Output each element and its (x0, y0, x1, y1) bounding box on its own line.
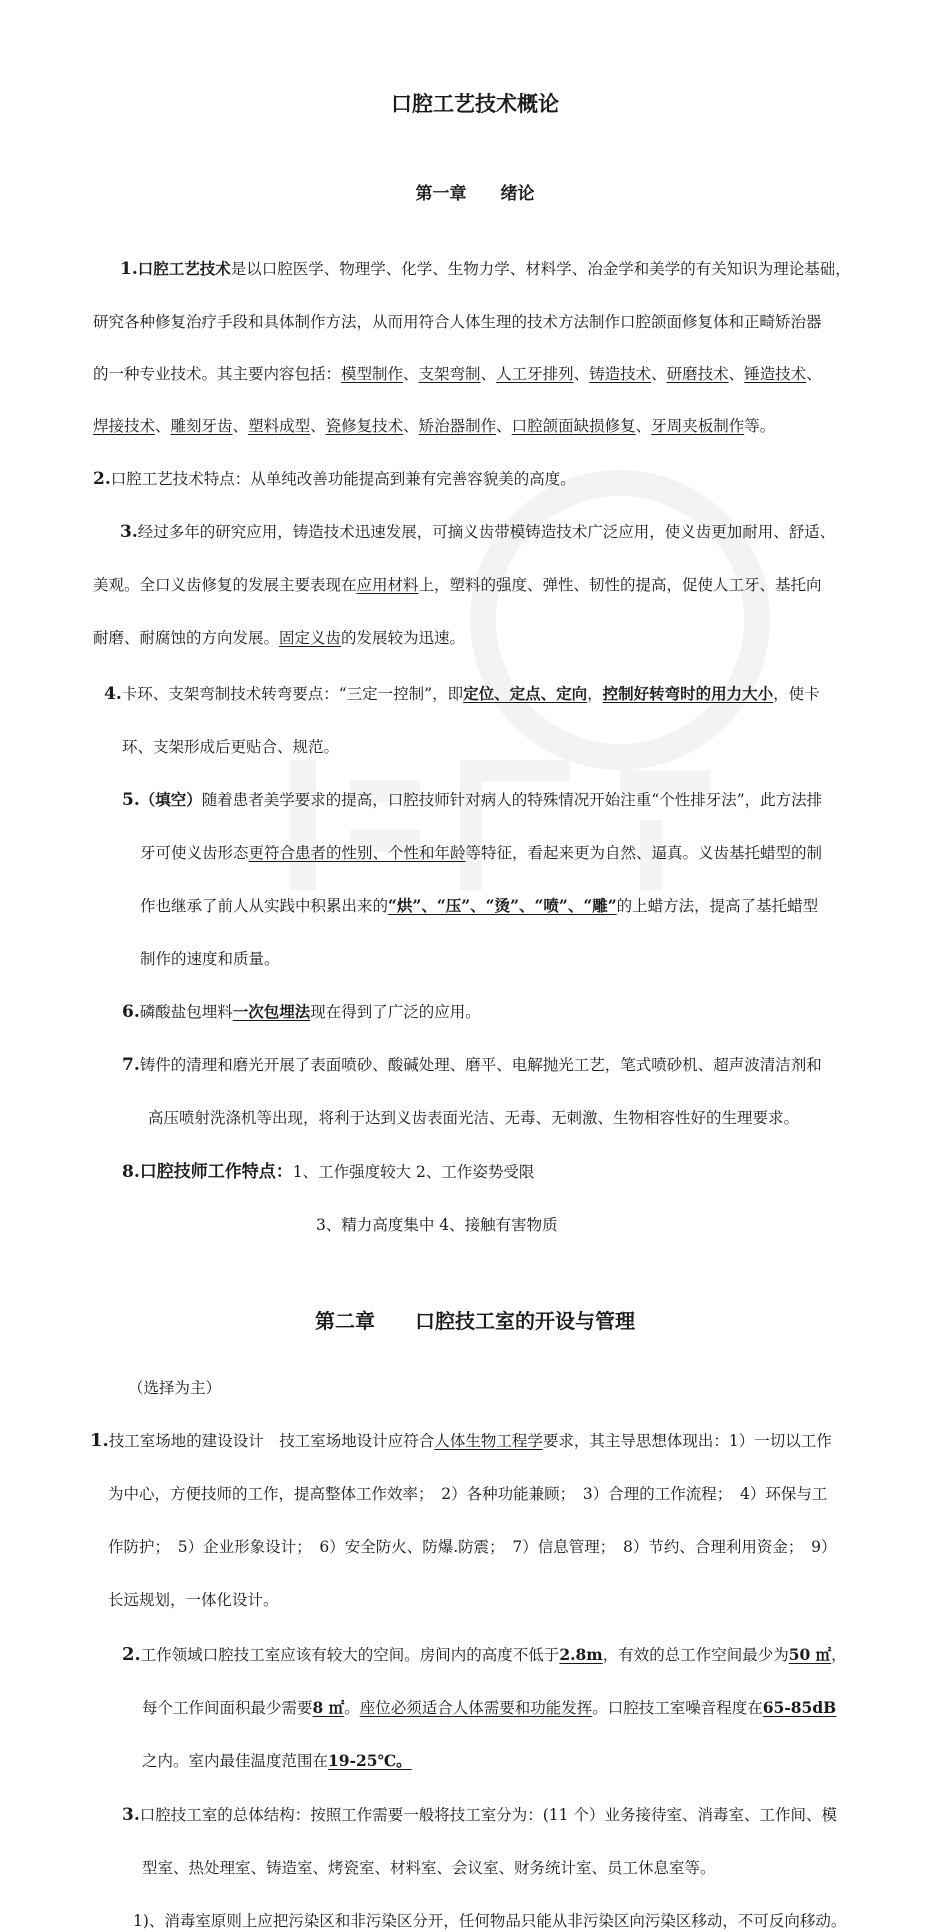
chapter2-title: 第二章 口腔技工室的开设与管理 (315, 1309, 635, 1333)
underlined-value: 50 ㎡ (788, 1645, 832, 1664)
underlined-term: 更符合患者的性别、个性和年龄 (248, 844, 466, 862)
ch2-item2-period: 。 (344, 1699, 360, 1717)
ch2-item3-sub1: 1)、消毒室原则上应把污染区和非污染区分开，任何物品只能从非污染区向污染区移动，不可反向移动。 (133, 1912, 847, 1930)
underlined-value: 19-25℃。 (328, 1751, 412, 1770)
content-term: 口腔颌面缺损修复 (511, 417, 636, 435)
content-term: 铸造技术 (589, 365, 652, 383)
ch2-item2-text: 工作领域口腔技工室应该有较大的空间。房间内的高度不低于 (140, 1646, 560, 1664)
ch2-item2-line2-tail: 。口腔技工室噪音程度在 (592, 1699, 763, 1717)
underlined-term: 座位必须适合人体需要和功能发挥 (359, 1699, 593, 1717)
term-separator: 、 (403, 417, 419, 435)
content-term: 焊接技术 (93, 417, 156, 435)
watermark-circle (470, 470, 770, 770)
document-title: 口腔工艺技术概论 (391, 91, 559, 116)
term-separator: 、 (635, 417, 652, 435)
ch2-item2-line3-text: 之内。室内最佳温度范围在 (142, 1752, 329, 1770)
content-term: 塑料成型 (248, 417, 311, 435)
ch2-item1-number: 1. (90, 1430, 109, 1451)
term-separator: 、 (806, 365, 822, 383)
underlined-value: 2.8m (559, 1645, 603, 1664)
ch1-item1-line3-text: 的一种专业技术。其主要内容包括： (93, 365, 342, 383)
underlined-term: 定位、定点、定向 (463, 684, 588, 703)
ch1-item3-line2-text: 美观。全口义齿修复的发展主要表现在 (93, 576, 357, 594)
ch1-item8-label: 口腔技师工作特点： (139, 1162, 293, 1182)
chapter1-title: 第一章 绪论 (415, 184, 535, 204)
ch1-item8-text: 1、工作强度较大 2、工作姿势受限 (292, 1163, 535, 1181)
content-term: 人工牙排列 (496, 365, 574, 383)
ch1-item5-line4: 制作的速度和质量。 (140, 950, 280, 968)
ch1-item2 (93, 468, 950, 490)
ch2-item2-mid: ，有效的总工作空间最少为 (602, 1646, 789, 1664)
content-term: 模型制作 (341, 365, 404, 383)
ch1-item4-line1 (104, 683, 950, 705)
ch1-item3-text: 经过多年的研究应用，铸造技术迅速发展，可摘义齿带模铸造技术广泛应用，使义齿更加耐用、舒适、 (137, 523, 836, 541)
content-term: 研磨技术 (666, 365, 729, 383)
content-term: 瓷修复技术 (325, 417, 404, 435)
ch1-item5-line2-text: 牙可使义齿形态 (140, 844, 249, 862)
term-separator: 、 (651, 365, 667, 383)
ch1-item2-number: 2. (93, 469, 111, 489)
ch2-item3-line2: 型室、热处理室、铸造室、烤瓷室、材料室、会议室、财务统计室、员工休息室等。 (142, 1859, 716, 1877)
chapter2-note: （选择为主） (128, 1379, 222, 1397)
term-separator: 、 (496, 417, 512, 435)
ch1-item3-number: 3. (120, 522, 138, 542)
ch1-item2-text: 口腔工艺技术特点：从单纯改善功能提高到兼有完善容貌美的高度。 (110, 470, 576, 488)
ch2-item1-text: 技工室场地的建设设计 技工室场地设计应符合 (108, 1432, 435, 1450)
ch1-item8-number: 8. (122, 1162, 140, 1182)
ch1-item6-text: 磷酸盐包埋料 (139, 1003, 233, 1021)
term-separator: 、 (573, 365, 590, 383)
ch1-item1-line2: 研究各种修复治疗手段和具体制作方法，从而用符合人体生理的技术方法制作口腔颌面修复体和正畸矫治器 (93, 313, 822, 331)
ch2-item3-line1 (122, 1804, 950, 1826)
term-separator: 、 (232, 417, 249, 435)
ch2-item2-number: 2. (122, 1644, 141, 1665)
ch1-item4-sep: ， (587, 685, 603, 703)
ch1-item5-line3 (140, 895, 950, 917)
content-term: 牙周夹板制作 (651, 417, 745, 435)
ch2-item2-comma: ， (831, 1646, 847, 1664)
underlined-term: 控制好转弯时的用力大小 (602, 684, 774, 703)
content-term: 雕刻牙齿 (170, 417, 233, 435)
ch2-item2-line2 (142, 1697, 950, 1719)
ch2-item1-line1 (90, 1430, 950, 1452)
term-separator: 、 (480, 365, 497, 383)
ch1-item7-number: 7. (122, 1055, 140, 1075)
underlined-term: 固定义齿 (279, 629, 342, 647)
ch1-item1-term: 口腔工艺技术 (137, 259, 231, 278)
ch1-item5-tag: （填空） (139, 790, 202, 809)
underlined-term: “烘”、“压”、“烫”、“喷”、“雕” (388, 896, 617, 915)
content-term: 锤造技术 (744, 365, 807, 383)
ch1-item5-line3-text: 作也继承了前人从实践中积累出来的 (140, 897, 389, 915)
ch1-item7-line1 (122, 1054, 950, 1076)
ch2-item3-number: 3. (122, 1805, 140, 1825)
ch1-item4-line2: 环、支架形成后更贴合、规范。 (122, 738, 340, 756)
ch1-item4-tail: ，使卡 (773, 685, 820, 703)
ch1-item5-line1 (122, 789, 950, 811)
ch1-item5-line2-tail: 等特征，看起来更为自然、逼真。义齿基托蜡型的制 (465, 844, 823, 862)
term-separator: 、 (310, 417, 326, 435)
content-term: 支架弯制 (418, 365, 481, 383)
ch1-item6-tail: 现在得到了广泛的应用。 (310, 1003, 481, 1021)
ch1-item1-line3 (93, 363, 950, 385)
ch1-item1-end: 等。 (744, 417, 776, 435)
ch1-item8-line2: 3、精力高度集中 4、接触有害物质 (316, 1216, 558, 1234)
ch2-item1-line2: 为中心，方便技师的工作，提高整体工作效率； 2）各种功能兼顾； 3）合理的工作流程； 4）环保与工 (108, 1485, 828, 1503)
ch1-item3-line3-text: 耐磨、耐腐蚀的方向发展。 (93, 629, 280, 647)
ch1-item7-text: 铸件的清理和磨光开展了表面喷砂、酸碱处理、磨平、电解抛光工艺，笔式喷砂机、超声波清洁剂和 (139, 1056, 822, 1074)
ch1-item3-line3-tail: 的发展较为迅速。 (341, 629, 466, 647)
underlined-value: 8 ㎡ (312, 1698, 345, 1717)
ch1-item6-number: 6. (122, 1002, 140, 1022)
ch1-item6 (122, 1001, 950, 1023)
watermark-text (290, 760, 710, 890)
ch1-item1-text: 是以口腔医学、物理学、化学、生物力学、材料学、冶金学和美学的有关知识为理论基础， (230, 260, 851, 278)
ch1-item5-number: 5. (122, 790, 140, 810)
underlined-term: 应用材料 (356, 576, 419, 594)
term-separator: 、 (155, 417, 171, 435)
ch1-item1-number: 1. (120, 259, 138, 279)
ch2-item1-line4: 长远规划，一体化设计。 (108, 1591, 279, 1609)
ch2-item1-line3: 作防护； 5）企业形象设计； 6）安全防火、防爆.防震； 7）信息管理； 8）节约、合理利用资金； 9） (108, 1538, 837, 1556)
ch1-item5-line2 (140, 842, 950, 864)
ch1-item5-line3-tail: 的上蜡方法，提高了基托蜡型 (616, 897, 819, 915)
ch1-item3-line3 (93, 627, 950, 649)
ch2-item3-text: 口腔技工室的总体结构：按照工作需要一般将技工室分为：(11 个）业务接待室、消毒室、工作间、模 (139, 1806, 837, 1824)
ch1-item4-number: 4. (104, 684, 122, 704)
ch1-item8-line1 (122, 1161, 950, 1183)
ch2-item2-line2-text: 每个工作间面积最少需要 (142, 1699, 313, 1717)
ch1-item1-line1 (120, 258, 950, 280)
ch1-item3-line2-tail: 上，塑料的强度、弹性、韧性的提高，促使人工牙、基托向 (418, 576, 822, 594)
content-term: 矫治器制作 (418, 417, 497, 435)
underlined-term: 一次包埋法 (232, 1002, 311, 1021)
underlined-value: 65-85dB (762, 1698, 837, 1717)
ch2-item2-line1 (122, 1644, 950, 1666)
ch1-item1-line4 (93, 415, 950, 437)
ch1-item3-line1 (120, 521, 950, 543)
term-separator: 、 (728, 365, 745, 383)
ch2-item2-line3 (142, 1750, 950, 1772)
ch1-item5-text: 随着患者美学要求的提高，口腔技师针对病人的特殊情况开始注重“个性排牙法”，此方法排 (201, 791, 823, 809)
ch1-item7-line2: 高压喷射洗涤机等出现，将利于达到义齿表面光洁、无毒、无刺激、生物相容性好的生理要求。 (148, 1109, 800, 1127)
term-separator: 、 (403, 365, 419, 383)
underlined-term: 人体生物工程学 (434, 1432, 543, 1450)
ch2-item1-tail: 要求，其主导思想体现出：1）一切以工作 (542, 1432, 832, 1450)
ch1-item3-line2 (93, 574, 950, 596)
ch1-item4-text: 卡环、支架弯制技术转弯要点：“三定一控制”，即 (121, 685, 464, 703)
